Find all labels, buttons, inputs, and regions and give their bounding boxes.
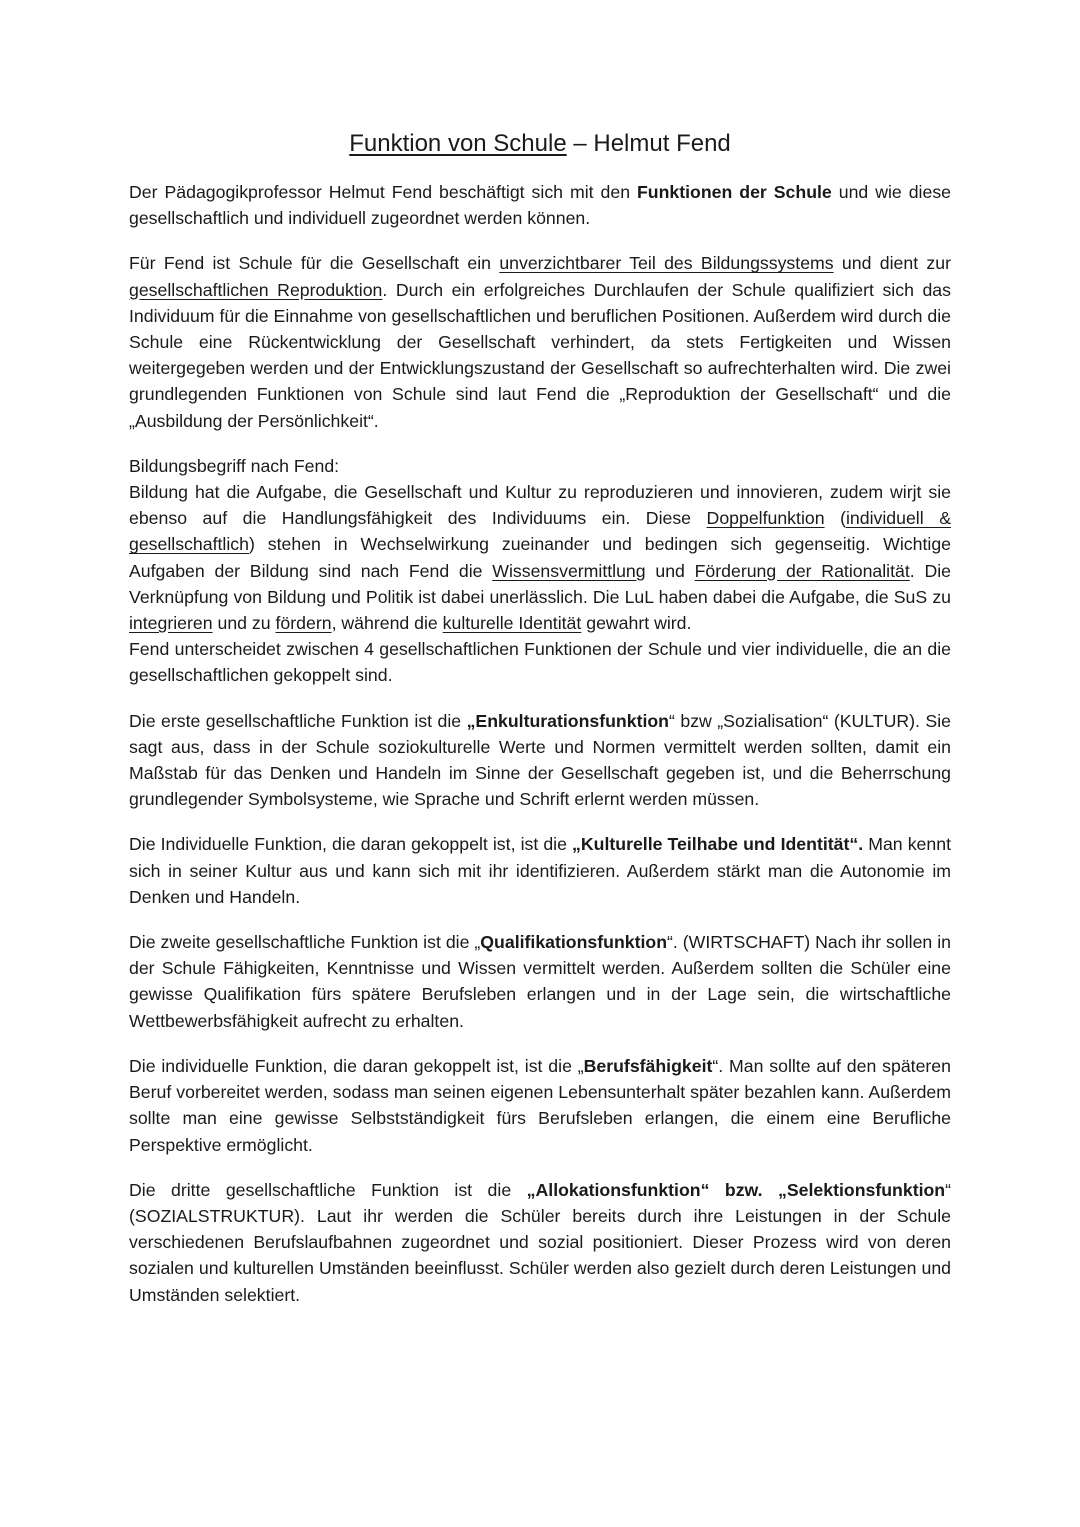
bold-term: Funktionen der Schule <box>637 182 832 202</box>
text-run: “ (SOZIALSTRUKTUR). Laut ihr werden die Schüler bereits durch ihre Leistungen in der Schule verschiedenen Berufslaufbahnen zugeordnet und sozial positioniert. Dieser Prozess wird von deren sozialen und kulturellen Umständen beeinflusst. Schüler werden also gezielt durch deren Leistungen und Umständen selektiert. <box>129 1179 951 1305</box>
text-run: Der Pädagogikprofessor Helmut Fend beschäftigt sich mit den <box>129 182 637 202</box>
paragraph-berufsfaehigkeit <box>129 1053 951 1158</box>
text-run: , während die <box>331 613 443 634</box>
paragraph-bildungsbegriff <box>129 479 951 636</box>
paragraph-qualifikation <box>129 929 951 1034</box>
underlined-term: unverzichtbarer Teil des Bildungssystems <box>499 253 834 274</box>
underlined-term: kulturelle Identität <box>442 613 582 634</box>
paragraph-intro <box>129 179 951 231</box>
document-body <box>129 179 951 1327</box>
text-run: und wie diese gesellschaftlich und individuell zugeordnet werden können. <box>129 182 952 229</box>
text-run: Die zweite gesellschaftliche Funktion ist die „ <box>129 932 481 953</box>
text-run: . Die Verknüpfung von Bildung und Politik ist dabei unerlässlich. Die LuL haben dabei die Aufgabe, die SuS zu <box>129 560 951 607</box>
text-run: Für Fend ist Schule für die Gesellschaft ein <box>129 253 500 274</box>
text-run: ( <box>824 508 846 529</box>
underlined-term: gesellschaftlichen Reproduktion <box>129 279 383 300</box>
bold-term: „Enkulturationsfunktion <box>466 710 669 731</box>
text-run: Die erste gesellschaftliche Funktion ist die <box>129 710 467 731</box>
bold-term: Berufsfähigkeit <box>583 1055 713 1076</box>
text-run: Die dritte gesellschaftliche Funktion ist die <box>129 1179 527 1200</box>
text-run: Bildung hat die Aufgabe, die Gesellschaft und Kultur zu reproduzieren und innovieren, zudem wirjt sie ebenso auf die Handlungsfähigkeit des Individuums ein. Diese <box>129 482 951 529</box>
text-run: und zu <box>212 613 276 634</box>
text-run: ) stehen in Wechselwirkung zueinander und bedingen sich gegenseitig. Wichtige Aufgaben der Bildung sind nach Fend die <box>129 534 951 581</box>
paragraph-kulturelle-teilhabe <box>129 831 951 910</box>
paragraph-four-functions: Fend unterscheidet zwischen 4 gesellschaftlichen Funktionen der Schule und vier individuelle, die an die gesellschaftlichen gekoppelt sind. <box>129 639 951 686</box>
bold-term: „Kulturelle Teilhabe und Identität“. <box>572 834 864 855</box>
underlined-term: fördern <box>275 613 332 634</box>
text-run: Die Individuelle Funktion, die daran gekoppelt ist, ist die <box>129 834 573 855</box>
title-author: Helmut Fend <box>593 130 731 157</box>
paragraph-school-society <box>129 250 951 433</box>
text-run: Man kennt sich in seiner Kultur aus und kann sich mit ihr identifizieren. Außerdem stärkt man die Autonomie im Denken und Handeln. <box>129 834 951 907</box>
text-run: “ bzw „Sozialisation“ (KULTUR). Sie sagt aus, dass in der Schule soziokulturelle Werte und Normen vermittelt werden sollten, damit ein Maßstab für das Denken und Handeln im Sinne der Gesellschaft gegeben ist, und die Beherrschung grundlegender Symbolsysteme, wie Sprache und Schrift erlernt werden müssen. <box>129 710 951 810</box>
bold-term: Qualifikationsfunktion <box>480 932 668 953</box>
text-run: und dient zur <box>833 253 951 274</box>
underlined-term: Doppelfunktion <box>706 508 825 529</box>
paragraph-allokation <box>129 1177 951 1308</box>
underlined-term: Förderung der Rationalität <box>694 560 910 581</box>
section-heading-bildungsbegriff: Bildungsbegriff nach Fend: <box>129 455 340 476</box>
underlined-term: integrieren <box>129 613 213 634</box>
page-title <box>0 128 1080 160</box>
text-run: . Durch ein erfolgreiches Durchlaufen der Schule qualifiziert sich das Individuum für die Einnahme von gesellschaftlichen und beruflichen Positionen. Außerdem wird durch die Schule eine Rückentwicklung der Gesellschaft verhindert, da stets Fertigkeiten und Wissen weitergegeben werden und der Entwicklungszustand der Gesellschaft so aufrechterhalten wird. Die zwei grundlegenden Funktionen von Schule sind laut Fend die „Reproduktion der Gesellschaft“ und die „Ausbildung der Persönlichkeit“. <box>129 279 951 431</box>
text-run: “. Man sollte auf den späteren Beruf vorbereitet werden, sodass man seinen eigenen Lebensunterhalt später bezahlen kann. Außerdem sollte man eine gewisse Selbstständigkeit fürs Berufsleben erlangen, die einem eine Berufliche Perspektive ermöglicht. <box>129 1055 951 1155</box>
underlined-term: individuell & gesellschaftlich <box>129 508 951 555</box>
paragraph-enkulturation <box>129 708 951 813</box>
text-run: gewahrt wird. <box>581 613 692 634</box>
text-run: “. (WIRTSCHAFT) Nach ihr sollen in der Schule Fähigkeiten, Kenntnisse und Wissen vermittelt werden. Außerdem sollten die Schüler eine gewisse Qualifikation fürs spätere Berufsleben erlangen und in der Lage sein, die wirtschaftliche Wettbewerbsfähigkeit aufrecht zu erhalten. <box>129 932 951 1031</box>
bold-term: „Allokationsfunktion“ bzw. „Selektionsfunktion <box>526 1179 946 1200</box>
text-run: Die individuelle Funktion, die daran gekoppelt ist, ist die „ <box>129 1055 584 1076</box>
title-main: Funktion von Schule <box>349 130 567 157</box>
title-dash: – <box>566 130 594 157</box>
text-run: und <box>645 560 695 581</box>
underlined-term: Wissensvermittlung <box>492 560 646 581</box>
